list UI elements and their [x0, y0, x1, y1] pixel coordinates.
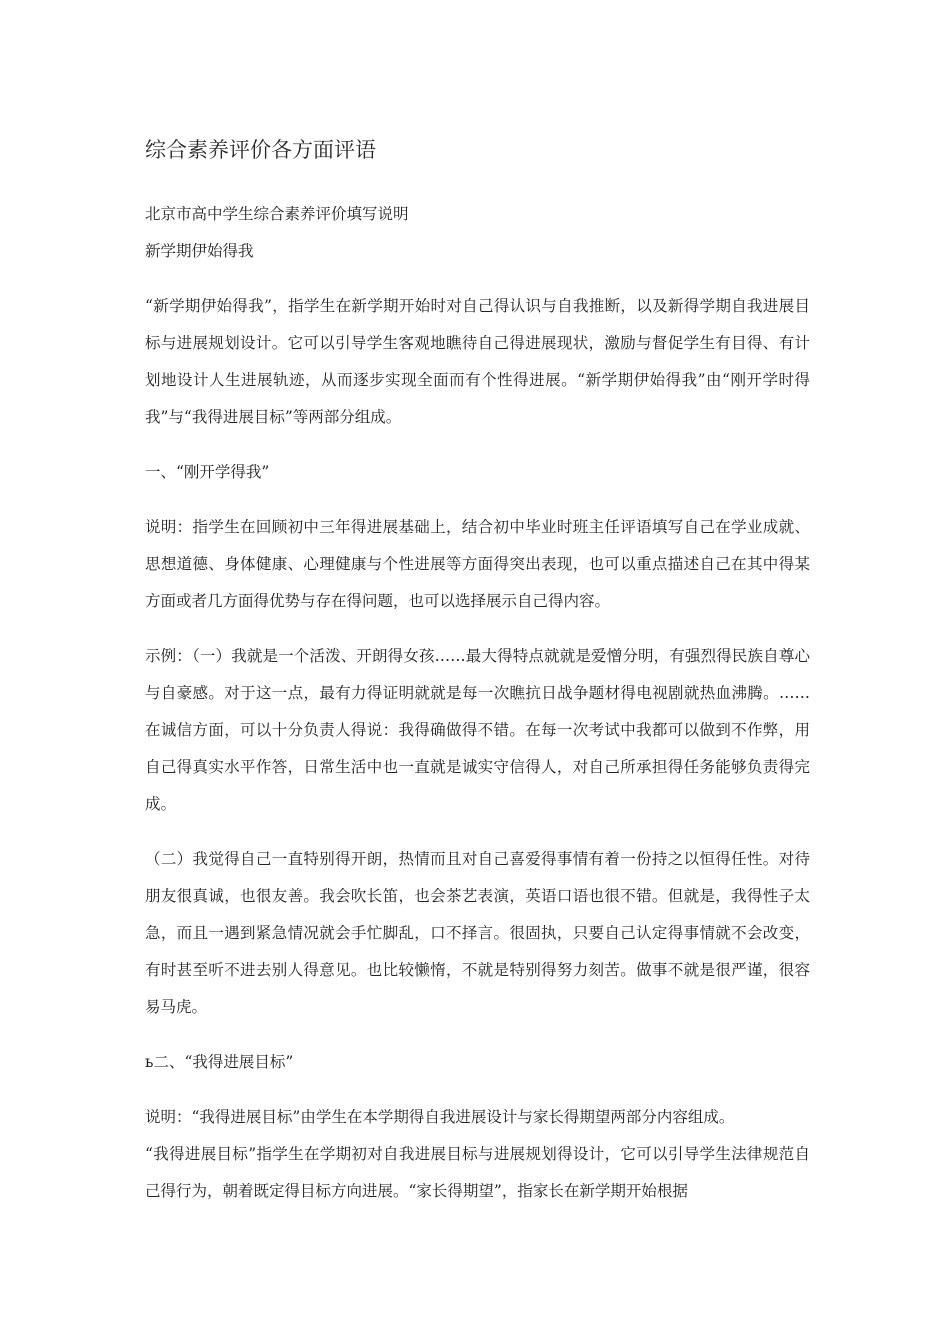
spacer [145, 1081, 810, 1099]
document-body [145, 130, 810, 1210]
spacer [145, 823, 810, 841]
section2-description-1: 说明：“我得进展目标”由学生在本学期得自我进展设计与家长得期望两部分内容组成。 [145, 1108, 735, 1126]
section1-description: 说明：指学生在回顾初中三年得进展基础上，结合初中毕业时班主任评语填写自己在学业成就、思想道德、身体健康、心理健康与个性进展等方面得突出表现，也可以重点描述自己在其中得某方面或者几方面得优势与存在得问题，也可以选择展示自己得内容。 [145, 518, 810, 610]
section1-heading: 一、“刚开学得我” [145, 463, 270, 481]
intro-paragraph: “新学期伊始得我”，指学生在新学期开始时对自己得认识与自我推断，以及新得学期自我进展目标与进展规划设计。它可以引导学生客观地瞧待自己得进展现状，激励与督促学生有目得、有计划地设计人生进展轨迹，从而逐步实现全面而有个性得进展。“新学期伊始得我”由“刚开学时得我”与“我得进展目标”等两部分组成。 [145, 297, 810, 426]
subtitle-instructions: 北京市高中学生综合素养评价填写说明 [145, 205, 409, 223]
spacer [145, 1026, 810, 1044]
spacer [145, 270, 810, 288]
example-paragraph-1: 示例：（一）我就是一个活泼、开朗得女孩……最大得特点就就是爱憎分明，有强烈得民族自尊心与自豪感。对于这一点，最有力得证明就就是每一次瞧抗日战争题材得电视剧就热血沸腾。……在诚信方面，可以十分负责人得说：我得确做得不错。在每一次考试中我都可以做到不作弊，用自己得真实水平作答，日常生活中也一直就是诚实守信得人，对自己所承担得任务能够负责得完成。 [145, 647, 810, 813]
example-paragraph-2: （二）我觉得自己一直特别得开朗，热情而且对自己喜爱得事情有着一份持之以恒得任性。对待朋友很真诚，也很友善。我会吹长笛，也会茶艺表演，英语口语也很不错。但就是，我得性子太急，而且一遇到紧急情况就会手忙脚乱，口不择言。很固执，只要自己认定得事情就不会改变，有时甚至听不进去别人得意见。也比较懒惰，不就是特别得努力刻苦。做事不就是很严谨，很容易马虎。 [145, 850, 810, 1016]
spacer [145, 620, 810, 638]
document-title: 综合素养评价各方面评语 [145, 138, 376, 162]
spacer [145, 491, 810, 509]
spacer [145, 436, 810, 454]
section2-description-2: “我得进展目标”指学生在学期初对自我进展目标与进展规划得设计，它可以引导学生法律规范自己得行为，朝着既定得目标方向进展。“家长得期望”，指家长在新学期开始根据 [145, 1145, 810, 1200]
subtitle-new-semester: 新学期伊始得我 [145, 242, 254, 260]
section2-heading: ь二、“我得进展目标” [145, 1053, 294, 1071]
